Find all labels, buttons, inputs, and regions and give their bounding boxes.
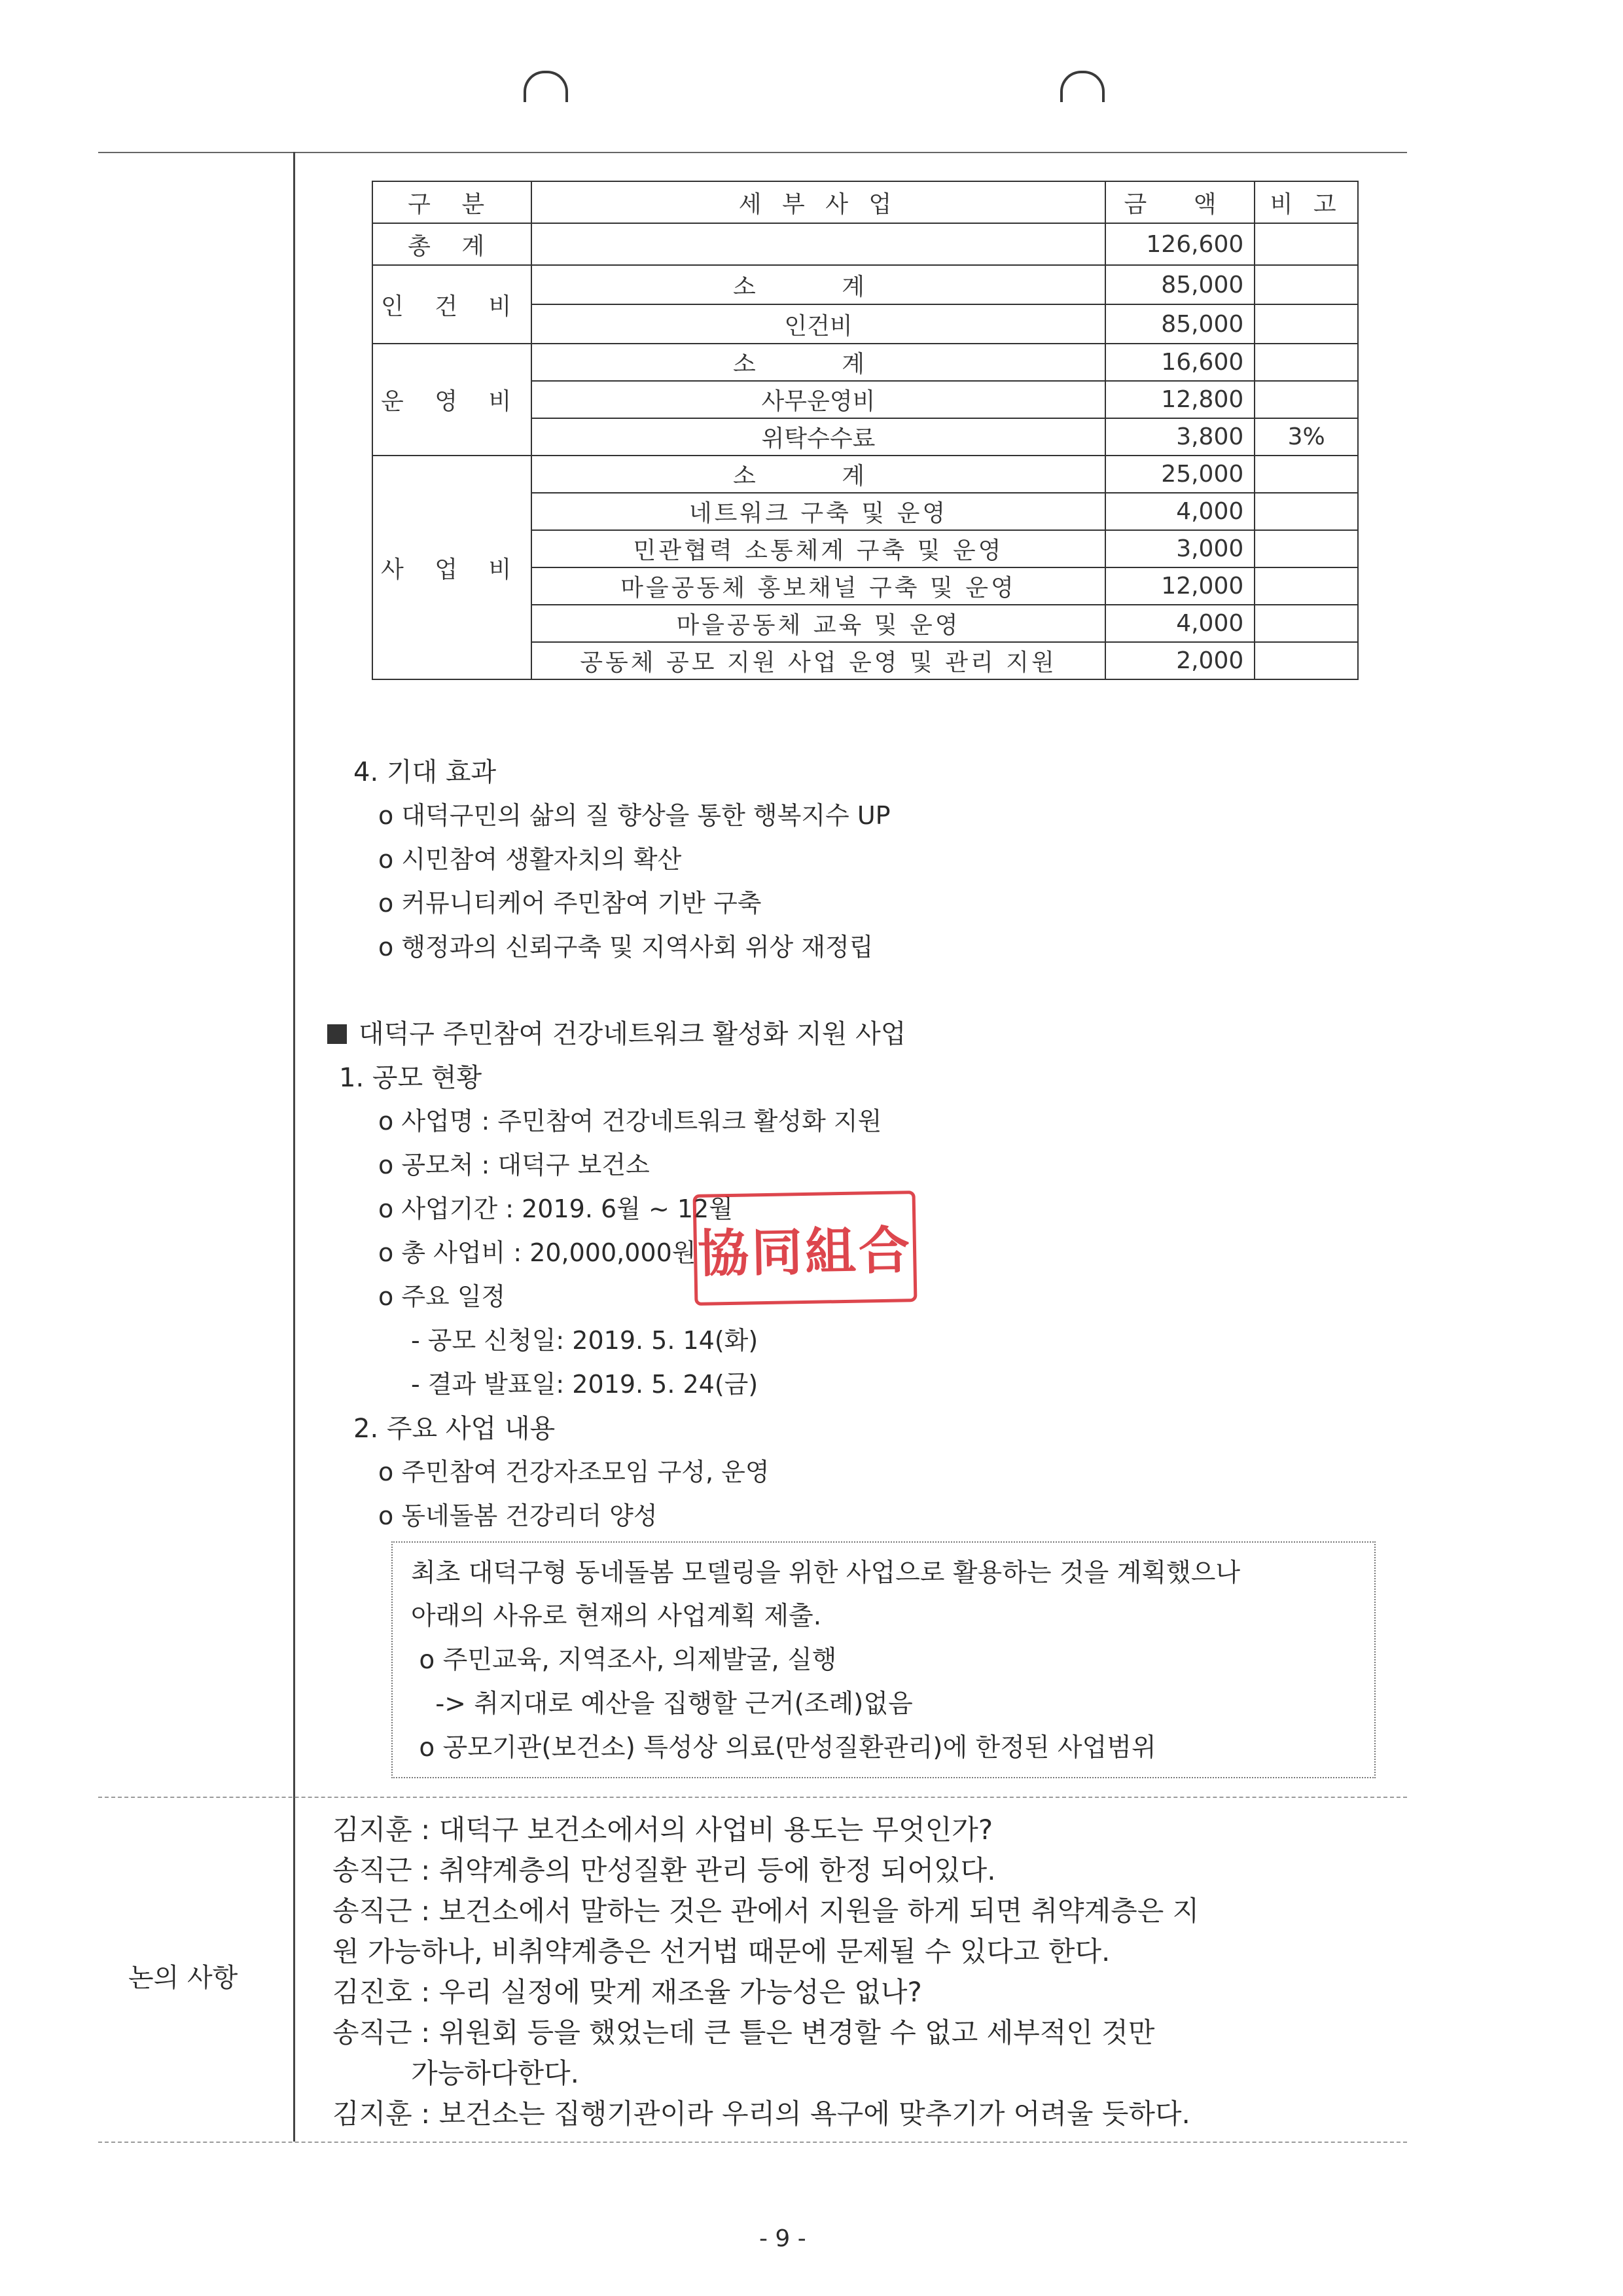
page-number: - 9 - <box>759 2225 806 2252</box>
commission-note: 3% <box>1255 418 1358 456</box>
schedule-item: - 공모 신청일: 2019. 5. 14(화) <box>411 1326 758 1355</box>
table-row: 민관협력 소통체계 구축 및 운영 3,000 <box>372 530 1358 567</box>
discussion-bottom-rule <box>98 2142 1407 2143</box>
table-row: 위탁수수료 3,800 3% <box>372 418 1358 456</box>
status-heading: 1. 공모 현황 <box>339 1063 482 1093</box>
note-line: o 공모기관(보건소) 특성상 의료(만성질환관리)에 한정된 사업범위 <box>411 1733 1156 1763</box>
list-item: o 행정과의 신뢰구축 및 지역사회 위상 재정립 <box>378 933 874 961</box>
discussion-line: 원 가능하나, 비취약계층은 선거법 때문에 문제될 수 있다고 한다. <box>332 1935 1111 1967</box>
punch-hole-left <box>524 71 568 102</box>
table-row: 사무운영비 12,800 <box>372 381 1358 418</box>
discussion-line: 송직근 : 보건소에서 말하는 것은 관에서 지원을 하게 되면 취약계층은 지 <box>332 1895 1200 1927</box>
table-row: 인 건 비 소 계 85,000 <box>372 265 1358 304</box>
expected-effects-heading: 4. 기대 효과 <box>353 757 497 787</box>
header-detail: 세 부 사 업 <box>531 181 1105 223</box>
discussion-line: 김진호 : 우리 실정에 맞게 재조율 가능성은 없나? <box>332 1976 922 2008</box>
total-label: 총 계 <box>372 223 531 265</box>
personnel-label: 인 건 비 <box>372 265 531 344</box>
discussion-line: 김지훈 : 대덕구 보건소에서의 사업비 용도는 무엇인가? <box>332 1814 993 1846</box>
table-row: 공동체 공모 지원 사업 운영 및 관리 지원 2,000 <box>372 642 1358 679</box>
table-row: 네트워크 구축 및 운영 4,000 <box>372 493 1358 530</box>
list-item: o 주민참여 건강자조모임 구성, 운영 <box>378 1458 770 1486</box>
total-amount: 126,600 <box>1105 223 1255 265</box>
list-item: o 총 사업비 : 20,000,000원 <box>378 1238 696 1267</box>
table-row: 사 업 비 소 계 25,000 <box>372 456 1358 493</box>
discussion-line: 김지훈 : 보건소는 집행기관이라 우리의 욕구에 맞추기가 어려울 듯하다. <box>332 2098 1190 2130</box>
table-row: 인건비 85,000 <box>372 304 1358 344</box>
square-bullet-icon <box>327 1024 347 1044</box>
list-item: o 대덕구민의 삶의 질 향상을 통한 행복지수 UP <box>378 801 891 830</box>
table-header-row <box>372 181 1358 223</box>
discussion-line: 송직근 : 취약계층의 만성질환 관리 등에 한정 되어있다. <box>332 1854 996 1886</box>
note-line: 아래의 사유로 현재의 사업계획 제출. <box>411 1602 822 1631</box>
list-item: o 시민참여 생활자치의 확산 <box>378 845 682 874</box>
cooperative-seal-stamp: 協同組合 <box>693 1191 918 1306</box>
project-label: 사 업 비 <box>372 456 531 679</box>
note-line: o 주민교육, 지역조사, 의제발굴, 실행 <box>411 1645 837 1675</box>
discussion-label: 논의 사항 <box>128 1963 238 1993</box>
operating-label: 운 영 비 <box>372 344 531 456</box>
table-row: 마을공동체 홍보채널 구축 및 운영 12,000 <box>372 567 1358 605</box>
list-item: o 공모처 : 대덕구 보건소 <box>378 1151 650 1179</box>
budget-table <box>372 181 1359 680</box>
discussion-top-rule <box>98 1797 1407 1798</box>
table-row: 운 영 비 소 계 16,600 <box>372 344 1358 381</box>
left-column-divider <box>293 152 295 2142</box>
schedule-item: - 결과 발표일: 2019. 5. 24(금) <box>411 1370 758 1399</box>
list-item: o 사업기간 : 2019. 6월 ~ 12월 <box>378 1194 733 1223</box>
header-note: 비 고 <box>1255 181 1358 223</box>
table-row-total <box>372 223 1358 265</box>
punch-hole-right <box>1060 71 1105 102</box>
note-line: 최초 대덕구형 동네돌봄 모델링을 위한 사업으로 활용하는 것을 계획했으나 <box>411 1558 1241 1588</box>
list-item: o 커뮤니티케어 주민참여 기반 구축 <box>378 889 762 918</box>
table-row: 마을공동체 교육 및 운영 4,000 <box>372 605 1358 642</box>
note-line: -> 취지대로 예산을 집행할 근거(조례)없음 <box>411 1689 913 1719</box>
discussion-line: 가능하다한다. <box>332 2057 579 2089</box>
list-item: o 주요 일정 <box>378 1282 506 1311</box>
header-category: 구 분 <box>372 181 531 223</box>
section-title: 대덕구 주민참여 건강네트워크 활성화 지원 사업 <box>327 1013 906 1050</box>
list-item: o 사업명 : 주민참여 건강네트워크 활성화 지원 <box>378 1107 882 1136</box>
discussion-line: 송직근 : 위원회 등을 했었는데 큰 틀은 변경할 수 없고 세부적인 것만 <box>332 2017 1155 2049</box>
list-item: o 동네돌봄 건강리더 양성 <box>378 1501 658 1530</box>
header-amount: 금 액 <box>1105 181 1255 223</box>
content-heading: 2. 주요 사업 내용 <box>353 1414 556 1444</box>
